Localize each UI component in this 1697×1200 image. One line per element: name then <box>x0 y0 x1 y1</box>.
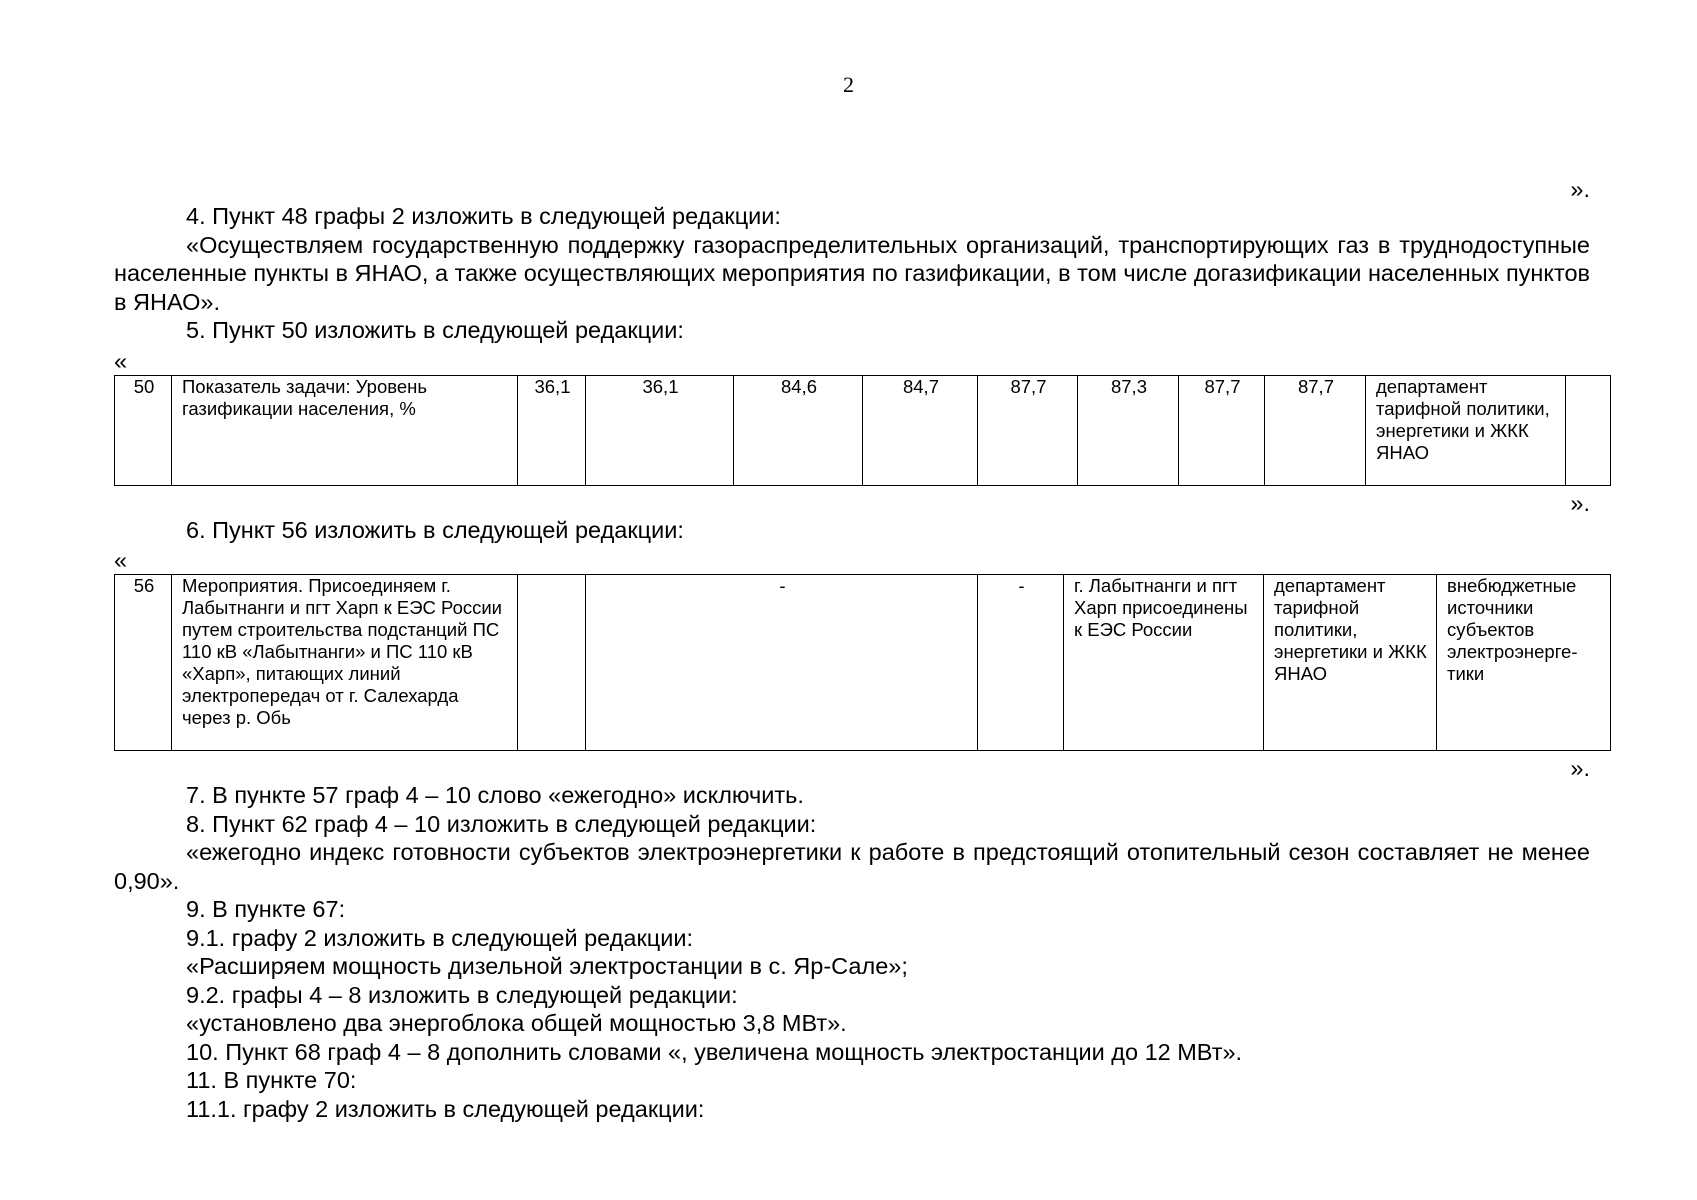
value-cell: 36,1 <box>518 375 586 485</box>
opening-quote: « <box>114 347 128 374</box>
item-9-1-text: «Расширяем мощность дизельной электростанции в с. Яр-Сале»; <box>186 953 908 979</box>
closing-quote: ». <box>1570 176 1590 202</box>
item-9-heading: 9. В пункте 67: <box>186 896 346 922</box>
opening-quote: « <box>114 547 128 573</box>
closing-quote: ». <box>1570 489 1590 516</box>
value-cell: 87,7 <box>1179 375 1265 485</box>
table-row <box>115 575 1611 751</box>
value-cell: - <box>978 575 1064 751</box>
value-cell: 87,3 <box>1078 375 1179 485</box>
value-cell: 87,7 <box>978 375 1078 485</box>
table-row <box>115 375 1611 485</box>
item-4-text: «Осуществляем государственную поддержку газораспределительных организаций, транспортирующих газ в труднодоступные населенные пункты в ЯНАО, а также осуществляющих мероприятия по газификации, в том числе догазификации населенных пунктов в ЯНАО». <box>114 231 1590 315</box>
value-cell: 84,6 <box>734 375 863 485</box>
item-11-1-heading: 11.1. графу 2 изложить в следующей редакции: <box>186 1095 705 1122</box>
item-50-table <box>114 375 1611 486</box>
document-body <box>114 176 1590 1123</box>
row-description: Мероприятия. Присоединяем г. Лабытнанги и пгт Харп к ЕЭС России путем строительства подстанций ПС 110 кВ «Лабытнанги» и ПС 110 кВ «Харп», питающих линий электропередач от г. Салехарда через р. Обь <box>172 575 518 751</box>
item-8-heading: 8. Пункт 62 граф 4 – 10 изложить в следующей редакции: <box>186 810 817 837</box>
value-cell: 87,7 <box>1265 375 1366 485</box>
page-number: 2 <box>843 72 854 97</box>
item-9-1-heading: 9.1. графу 2 изложить в следующей редакции: <box>186 924 694 951</box>
row-number: 50 <box>115 375 172 485</box>
item-4-heading: 4. Пункт 48 графы 2 изложить в следующей редакции: <box>186 203 781 229</box>
item-9-2-heading: 9.2. графы 4 – 8 изложить в следующей редакции: <box>186 981 738 1008</box>
item-56-table <box>114 574 1611 751</box>
result-cell: г. Лабытнанги и пгт Харп присоединены к ЕЭС России <box>1064 575 1264 751</box>
item-9-2-text: «установлено два энергоблока общей мощностью 3,8 МВт». <box>186 1010 847 1036</box>
value-cell: - <box>586 575 978 751</box>
item-11-heading: 11. В пункте 70: <box>186 1067 357 1093</box>
item-7: 7. В пункте 57 граф 4 – 10 слово «ежегодно» исключить. <box>186 782 804 808</box>
responsible-cell: департамент тарифной политики, энергетики и ЖКК ЯНАО <box>1264 575 1437 751</box>
row-number: 56 <box>115 575 172 751</box>
value-cell: 84,7 <box>863 375 978 485</box>
empty-cell <box>518 575 586 751</box>
row-description: Показатель задачи: Уровень газификации населения, % <box>172 375 518 485</box>
item-10: 10. Пункт 68 граф 4 – 8 дополнить словами «, увеличена мощность электростанции до 12 МВт». <box>186 1038 1243 1065</box>
empty-cell <box>1566 375 1611 485</box>
responsible-cell: департамент тарифной политики, энергетики и ЖКК ЯНАО <box>1366 375 1566 485</box>
value-cell: 36,1 <box>586 375 734 485</box>
item-6-heading: 6. Пункт 56 изложить в следующей редакции: <box>186 516 684 543</box>
funding-cell: внебюджетные источники субъектов электроэнерге-тики <box>1437 575 1611 751</box>
item-5-heading: 5. Пункт 50 изложить в следующей редакции: <box>186 317 684 343</box>
item-8-text: «ежегодно индекс готовности субъектов электроэнергетики к работе в предстоящий отопительный сезон составляет не менее 0,90». <box>114 839 1590 894</box>
closing-quote: ». <box>1570 755 1590 781</box>
